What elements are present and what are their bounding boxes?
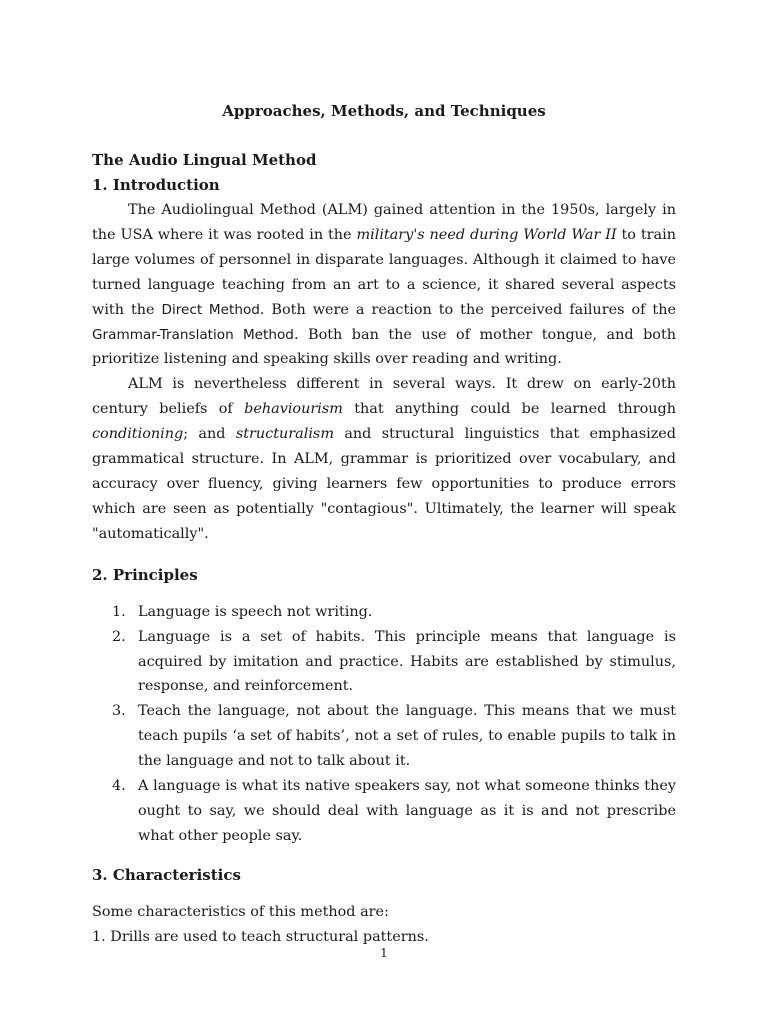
text-run: ALM is nevertheless different in several ways. It drew on early-20th century beliefs of [92, 376, 676, 418]
text-run: The Audiolingual Method (ALM) gained attention in the 1950s, largely in the USA where it was rooted in the [92, 202, 676, 243]
emphasis-text: conditioning [92, 426, 184, 443]
text-run: . Both ban the use of mother tongue, and both prioritize listening and speaking skills over reading and writing. [92, 326, 676, 368]
intro-heading: 1. Introduction [92, 176, 220, 194]
intro-paragraph-1 [92, 198, 676, 372]
text-run: ; and [183, 426, 236, 443]
list-number: 4. [112, 778, 126, 795]
text-run: . Both were a reaction to the perceived failures of the [259, 301, 676, 318]
text-run: and structural linguistics that emphasized grammatical structure. In ALM, grammar is prioritized over vocabulary, and accuracy over fluency, giving learners few opportunities to produce errors which are seen as potentially "contagious". Ultimately, the learner will speak "automatically". [92, 426, 676, 542]
emphasis-text: military's need during World War II [356, 226, 617, 243]
principles-heading: 2. Principles [92, 565, 198, 584]
text-run: that anything could be learned through [342, 401, 676, 418]
principles-list [92, 600, 676, 849]
characteristics-heading: 3. Characteristics [92, 865, 241, 884]
list-text: Language is a set of habits. This principle means that language is acquired by imitation and practice. Habits are established by stimulus, response, and reinforcement. [138, 628, 676, 695]
page-number: 1 [380, 946, 388, 960]
characteristics-intro: Some characteristics of this method are: [92, 903, 389, 920]
emphasis-text: structuralism [235, 426, 334, 443]
characteristics-item-1: 1. Drills are used to teach structural patterns. [92, 928, 429, 945]
list-item [92, 699, 676, 774]
term-grammar-translation: Grammar-Translation Method [92, 326, 294, 343]
list-text: A language is what its native speakers say, not what someone thinks they ought to say, we should deal with language as it is and not prescribe what other people say. [138, 778, 676, 844]
emphasis-text: behaviourism [244, 401, 343, 418]
list-number: 3. [112, 703, 126, 720]
list-item [92, 625, 676, 700]
page-title: Approaches, Methods, and Techniques [222, 102, 546, 120]
list-item [92, 600, 676, 625]
list-text: Language is speech not writing. [138, 603, 373, 620]
intro-paragraph-2 [92, 372, 676, 546]
document-body [92, 148, 676, 950]
list-number: 1. [112, 603, 126, 620]
text-run: to train large volumes of personnel in disparate languages. Although it claimed to have turned language teaching from an art to a science, it shared several aspects with the [92, 226, 676, 318]
list-text: Teach the language, not about the language. This means that we must teach pupils ‘a set of habits’, not a set of rules, to enable pupils to talk in the language and not to talk about it. [138, 703, 676, 770]
list-number: 2. [112, 628, 126, 645]
method-heading: The Audio Lingual Method [92, 151, 317, 169]
list-item [92, 774, 676, 849]
term-direct-method: Direct Method [161, 301, 260, 318]
